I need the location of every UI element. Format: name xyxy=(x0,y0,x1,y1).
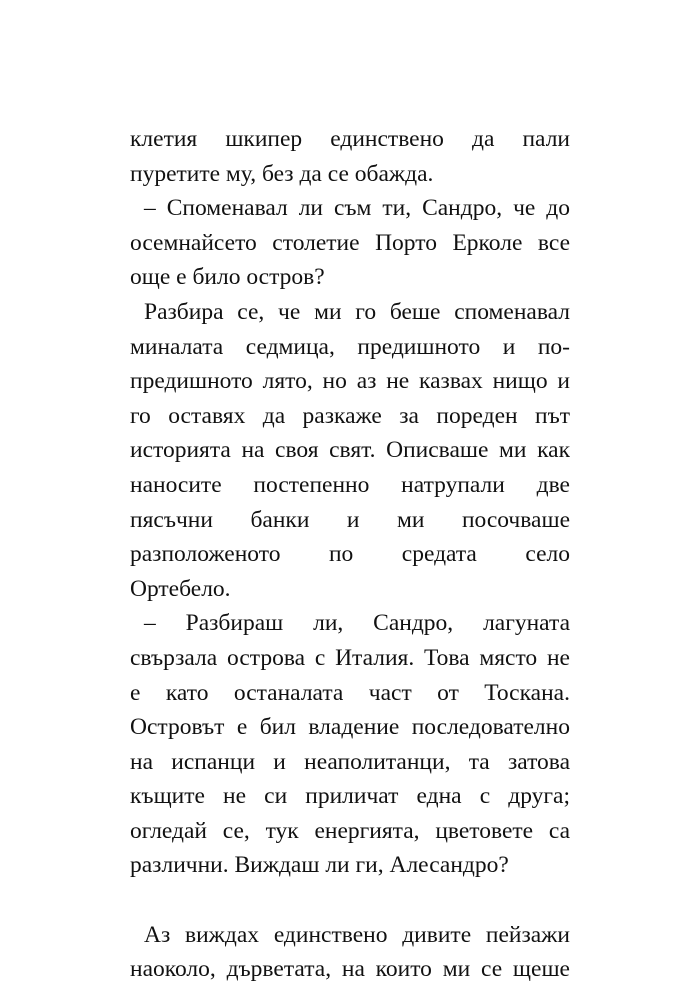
text-line: огледай се, тук енергията, цветовете са xyxy=(130,817,570,844)
text-line: Разбира се, че ми го беше споменавал xyxy=(144,298,570,325)
text-line: на испанци и неаполитанци, та затова xyxy=(130,748,570,775)
text-line: различни. Виждаш ли ги, Алесандро? xyxy=(130,852,509,879)
text-line: свързала острова с Италия. Това място не xyxy=(130,644,570,671)
text-line: наносите постепенно натрупали две xyxy=(130,471,570,498)
text-line: историята на своя свят. Описваше ми как xyxy=(130,437,570,464)
text-line: миналата седмица, предишното и по- xyxy=(130,333,570,360)
text-line: пясъчни банки и ми посочваше xyxy=(130,506,570,533)
text-line: пуретите му, без да се обажда. xyxy=(130,160,434,187)
text-line: е като останалата част от Тоскана. xyxy=(130,679,570,706)
text-line: още е било остров? xyxy=(130,264,325,291)
text-line: наоколо, дърветата, на които ми се щеше xyxy=(130,956,570,983)
text-line: разположеното по средата село xyxy=(130,541,570,568)
text-line: – Споменавал ли съм ти, Сандро, че до xyxy=(144,195,570,222)
text-line: предишното лято, но аз не казвах нищо и xyxy=(130,368,570,395)
book-page-text xyxy=(130,122,570,987)
text-line: Аз виждах единствено дивите пейзажи xyxy=(144,921,570,948)
text-line: клетия шкипер единствено да пали xyxy=(130,126,570,152)
text-line: – Разбираш ли, Сандро, лагуната xyxy=(144,610,570,637)
text-line: осемнайсето столетие Порто Ерколе все xyxy=(130,229,570,256)
text-line: Островът е бил владение последователно xyxy=(130,714,570,741)
paragraph-gap xyxy=(130,883,570,918)
text-line: Ортебело. xyxy=(130,575,231,602)
text-line: го оставях да разкаже за пореден път xyxy=(130,402,570,429)
text-line: къщите не си приличат една с друга; xyxy=(130,783,570,810)
